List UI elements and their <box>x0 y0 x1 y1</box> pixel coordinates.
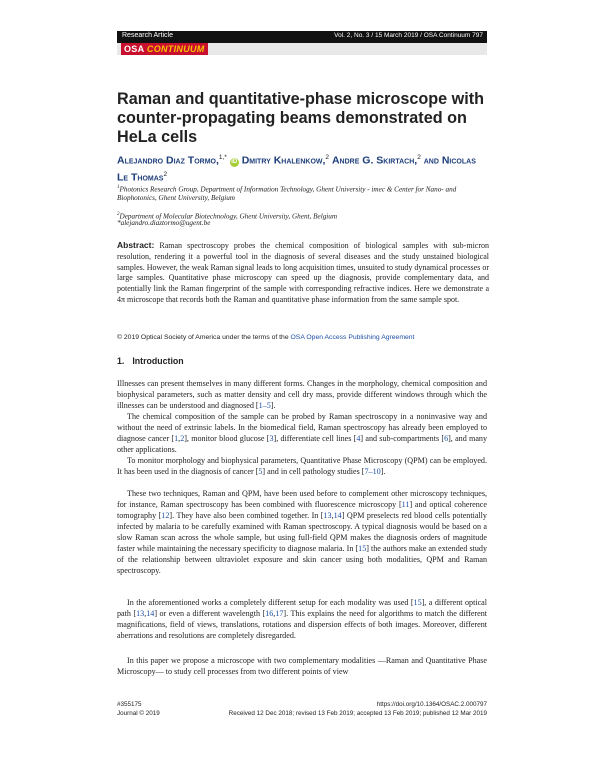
abstract <box>117 240 489 306</box>
body-paragraph: To monitor morphology and biophysical parameters, Quantitative Phase Microscopy (QPM) can be employed. It has been used in the diagnosis of cancer [5] and in cell pathology studies [7–10]. <box>117 456 487 476</box>
corresponding-email[interactable]: *alejandro.diaztormo@ugent.be <box>117 219 211 227</box>
body-paragraph: The chemical composition of the sample can be probed by Raman spectroscopy in a noninvasive way and without the need of extrinsic labels. In the biomedical field, Raman spectroscopy has already been employed to diagnose cancer [1,2], monitor blood glucose [3], differentiate cell lines [4] and sub-compartments [6], and many other applications. <box>117 412 488 454</box>
citation-link[interactable]: 13 <box>136 609 145 618</box>
citation-link[interactable]: 3 <box>269 434 274 443</box>
affiliation-2: $^2$Department of Molecular Biotechnology, Ghent University, Ghent, Belgium <box>117 212 338 221</box>
citation-link[interactable]: 15 <box>413 598 422 607</box>
citation-link[interactable]: 2 <box>180 434 185 443</box>
paper-title: Raman and quantitative-phase microscope with counter-propagating beams demonstrated on HeLa cells <box>117 90 484 146</box>
journal-brand-bar <box>117 43 487 55</box>
body-paragraph: Illnesses can present themselves in many different forms. Changes in the morphology, chemical composition and biophysical parameters, such as matter density and cell dry mass, provide different windows through which the illnesses can be understood and diagnosed [1–5]. <box>117 379 487 410</box>
author-list: Alejandro Diaz Tormo,$^{1,*}$ iD Dmitry Khalenkow,$^2$ Andre G. Skirtach,$^2$ and Nicolas Le Thomas$^2$ <box>117 154 476 183</box>
citation-link[interactable]: 6 <box>444 434 449 443</box>
journal-copyright: Journal © 2019 <box>117 710 160 717</box>
citation-link[interactable]: 12 <box>161 511 170 520</box>
citation-link[interactable]: 17 <box>275 609 284 618</box>
citation-link[interactable]: 13 <box>323 511 332 520</box>
article-header-bar <box>117 31 487 43</box>
citation-link[interactable]: 7–10 <box>364 467 381 476</box>
citation-link[interactable]: 5 <box>258 467 263 476</box>
open-access-agreement-link[interactable]: OSA Open Access Publishing Agreement <box>290 334 415 341</box>
section-heading: 1. Introduction <box>117 356 184 366</box>
copyright-line: © 2019 Optical Society of America under the terms of the OSA Open Access Publishing Agreement <box>117 334 415 341</box>
body-paragraph: These two techniques, Raman and QPM, have been used before to complement other microscopy techniques, for instance, Raman spectroscopy has been combined with fluorescence microscopy [11] and optical coherence tomography [12]. They have also been combined together. In [13,14] QPM preselects red blood cells potentially infected by malaria to be carefully examined with Raman spectroscopy. A typical diagnosis would be based on a slow Raman scan across the whole sample, but using full-field QPM makes the diagnosis orders of magnitude faster while maintaining the necessary specificity to diagnose malaria. In [15] the authors make an extended study of the relationship between ultraviolet exposure and skin cancer using both modalities, QPM and Raman spectroscopy. <box>117 489 487 575</box>
citation-link[interactable]: 4 <box>356 434 361 443</box>
citation-link[interactable]: 14 <box>333 511 342 520</box>
citation-link[interactable]: 14 <box>146 609 155 618</box>
journal-logo: OSA CONTINUUM <box>121 43 208 55</box>
body-paragraph: In this paper we propose a microscope with two complementary modalities —Raman and Quantitative Phase Microscopy— to study cell processes from two different points of view <box>117 656 487 676</box>
orcid-icon[interactable]: iD <box>231 158 238 165</box>
article-id: #355175 <box>117 701 142 708</box>
article-type-label: Research Article <box>122 32 173 39</box>
page-footer <box>117 700 487 718</box>
abstract-text: Raman spectroscopy probes the chemical composition of biological samples with sub-micron resolution, rendering it a powerful tool in the diagnosis of several diseases and the study unstained biological samples. However, the weak Raman signal leads to long acquisition times, unsuited to study dynamical processes or large samples. Quantitative phase microscopy can speed up the diagnosis, provide complementary data, and potentially link the Raman fingerprint of the sample with corresponding refractive indices. Here we demonstrate a 4π microscope that records both the Raman and quantitative phase information from the same sample spot. <box>117 241 490 304</box>
citation-link[interactable]: 1 <box>174 434 179 443</box>
citation-link[interactable]: 1–5 <box>258 401 271 410</box>
author-name: and Nicolas Le Thomas <box>117 154 476 183</box>
citation-link[interactable]: 16 <box>265 609 274 618</box>
author-name: Dmitry Khalenkow, <box>241 154 326 167</box>
affiliation-1: $^1$Photonics Research Group, Department of Information Technology, Ghent University - imec & Center for Nano- and Biophotonics, Ghent University, Belgium <box>117 185 457 203</box>
journal-volume-meta: Vol. 2, No. 3 / 15 March 2019 / OSA Continuum 797 <box>334 32 483 39</box>
citation-link[interactable]: 15 <box>358 544 367 553</box>
doi-link[interactable]: https://doi.org/10.1364/OSAC.2.000797 <box>376 701 487 708</box>
publication-dates: Received 12 Dec 2018; revised 13 Feb 2019; accepted 13 Feb 2019; published 12 Mar 2019 <box>228 710 487 717</box>
author-name: Alejandro Diaz Tormo, <box>117 154 219 167</box>
citation-link[interactable]: 11 <box>401 500 410 509</box>
body-paragraph: In the aforementioned works a completely different setup for each modality was used [15], a different optical path [13,14] or even a different wavelength [16,17]. This explains the need for algorithms to match the different magnifications, field of views, translations, rotations and dispersion effects of both images. Moreover, different aberrations and resolutions are completely disregarded. <box>117 598 487 640</box>
abstract-heading: Abstract: <box>117 240 155 250</box>
author-name: Andre G. Skirtach, <box>331 154 418 167</box>
